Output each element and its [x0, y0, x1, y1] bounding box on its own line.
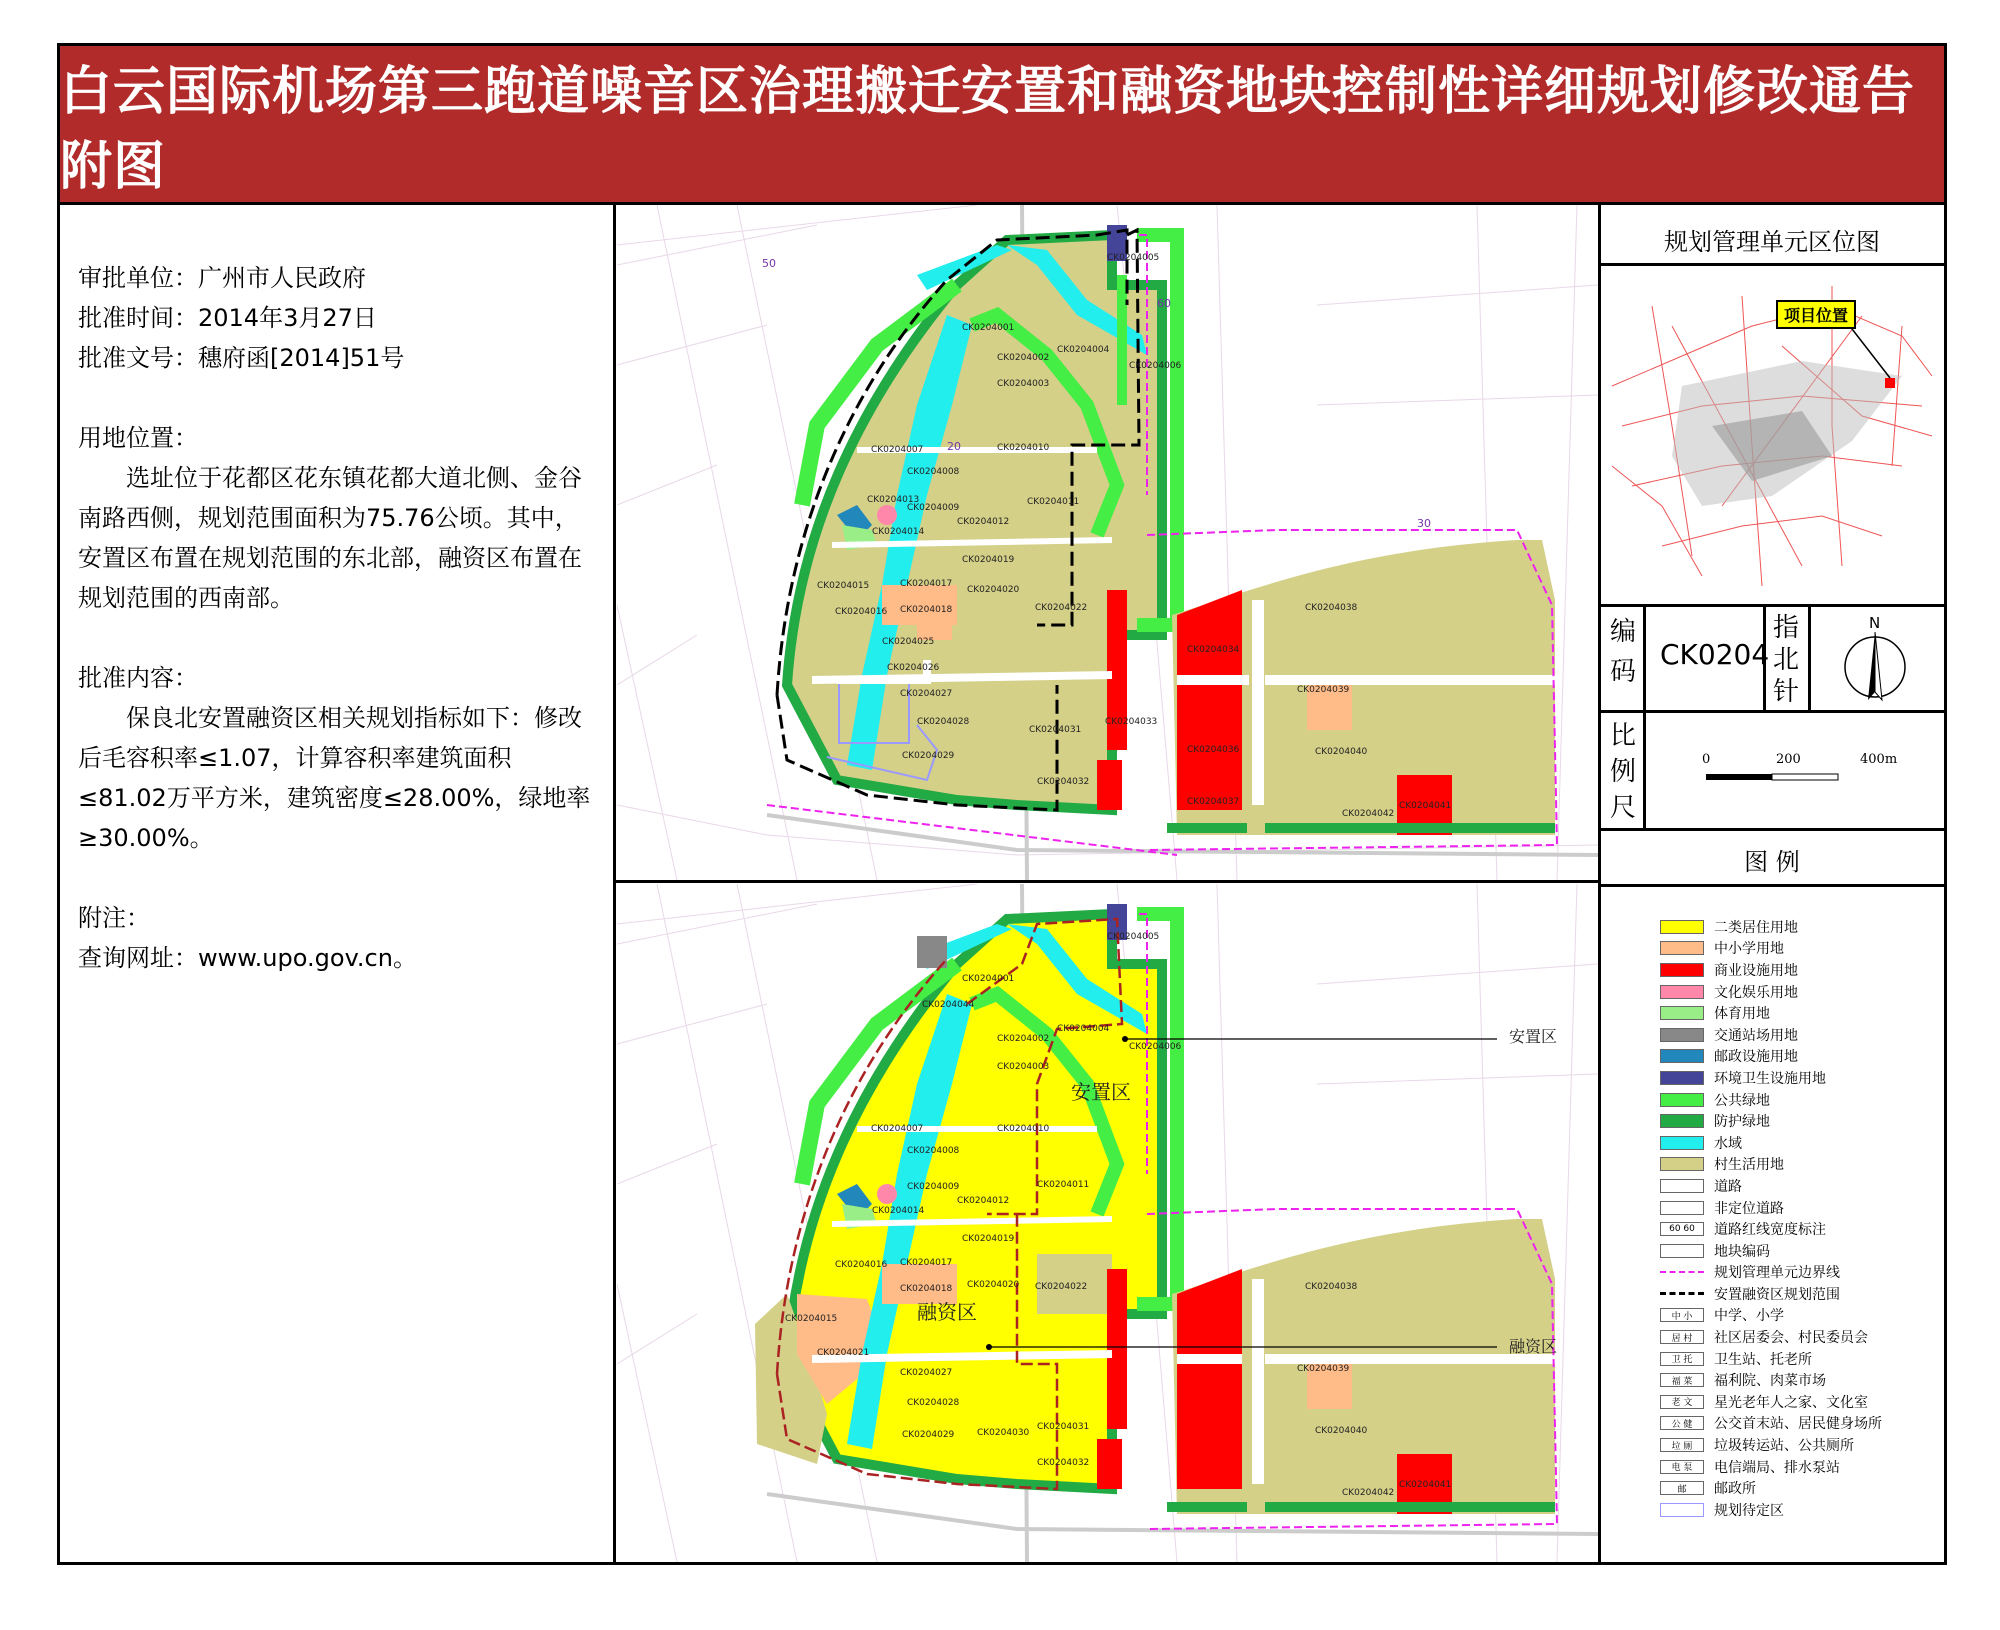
legend-swatch: 公 健: [1660, 1416, 1704, 1430]
legend-label: 规划待定区: [1714, 1502, 1784, 1519]
legend-item: [1660, 1024, 1930, 1046]
approval-time: 批准时间：2014年3月27日: [78, 304, 377, 332]
parcel-label: CK0204016: [835, 1260, 888, 1270]
parcel-label: CK0204015: [817, 581, 870, 591]
legend-label: 中小学用地: [1714, 941, 1784, 958]
parcel-label: CK0204034: [1187, 645, 1240, 655]
legend-label: 卫生站、托老所: [1714, 1351, 1812, 1368]
legend-item: [1660, 1002, 1930, 1024]
parcel-label: CK0204003: [997, 379, 1050, 389]
legend-item: [1660, 1348, 1930, 1370]
legend-swatch: [1660, 941, 1704, 955]
parcel-label: CK0204005: [1107, 253, 1160, 263]
legend-label: 环境卫生设施用地: [1714, 1070, 1826, 1087]
scale-label: 比例尺: [1609, 721, 1636, 823]
parcel-label: CK0204029: [902, 751, 955, 761]
legend-item: [1660, 1499, 1930, 1521]
legend-item: [1660, 1283, 1930, 1305]
page-title: 白云国际机场第三跑道噪音区治理搬迁安置和融资地块控制性详细规划修改通告附图: [60, 62, 1916, 197]
legend-label: 二类居住用地: [1714, 919, 1798, 936]
side-hline-4: [1600, 828, 1944, 831]
zone-label-rongzi: 融资区: [917, 1300, 977, 1324]
legend-swatch: [1660, 1071, 1704, 1085]
legend-item: [1660, 1413, 1930, 1435]
width-label: 60: [1157, 297, 1171, 310]
parcel-label: CK0204037: [1187, 797, 1240, 807]
parcel-label: CK0204022: [1035, 603, 1088, 613]
parcel-label: CK0204007: [871, 1124, 924, 1134]
legend-swatch: [1660, 1006, 1704, 1020]
content-heading: 批准内容：: [78, 664, 198, 692]
divider-maps: [615, 880, 1600, 883]
parcel-label: CK0204012: [957, 1196, 1010, 1206]
legend-swatch: [1660, 1157, 1704, 1171]
legend-title: 图 例: [1744, 848, 1800, 876]
code-label: 编码: [1609, 617, 1636, 687]
legend-item: [1660, 1089, 1930, 1111]
parcel-label: CK0204032: [1037, 1458, 1090, 1468]
parcel-label: CK0204019: [962, 555, 1015, 565]
legend-label: 商业设施用地: [1714, 962, 1798, 979]
legend-swatch: [1660, 1292, 1704, 1295]
project-location-label: 项目位置: [1776, 300, 1856, 329]
width-label: 30: [1417, 517, 1431, 530]
parcel-label: CK0204027: [900, 689, 953, 699]
note-text: 查询网址：www.upo.gov.cn。: [78, 944, 417, 972]
legend-label: 安置融资区规划范围: [1714, 1286, 1840, 1303]
legend-item: [1660, 1305, 1930, 1327]
parcel-label: CK0204019: [962, 1234, 1015, 1244]
parcel-label: CK0204014: [872, 527, 925, 537]
parcel-label: CK0204022: [1035, 1282, 1088, 1292]
parcel-label: CK0204033: [1105, 717, 1158, 727]
legend-swatch: 垃 厕: [1660, 1438, 1704, 1452]
legend-swatch: [1660, 1093, 1704, 1107]
parcel-label: CK0204005: [1107, 932, 1160, 942]
legend-swatch: [1660, 1244, 1704, 1258]
parcel-label: CK0204041: [1399, 801, 1452, 811]
legend-label: 规划管理单元边界线: [1714, 1265, 1840, 1282]
parcel-label: CK0204001: [962, 974, 1015, 984]
legend-swatch: [1660, 1201, 1704, 1215]
parcel-label: CK0204038: [1305, 1282, 1358, 1292]
parcel-label: CK0204012: [957, 517, 1010, 527]
legend-label: 道路红线宽度标注: [1714, 1222, 1826, 1239]
legend-swatch: [1660, 985, 1704, 999]
legend-swatch: [1660, 1049, 1704, 1063]
legend-label: 文化娱乐用地: [1714, 984, 1798, 1001]
legend-label: 公交首末站、居民健身场所: [1714, 1416, 1882, 1433]
parcel-label: CK0204004: [1057, 1024, 1110, 1034]
parcel-label: CK0204018: [900, 1284, 953, 1294]
legend-swatch: 老 文: [1660, 1395, 1704, 1409]
north-letter: N: [1869, 614, 1881, 632]
parcel-label: CK0204010: [997, 443, 1050, 453]
parcel-label: CK0204002: [997, 353, 1050, 363]
scale-tick-200: 200: [1776, 752, 1801, 767]
parcel-label: CK0204040: [1315, 747, 1368, 757]
north-arrow: [1810, 612, 1940, 708]
parcel-label: CK0204032: [1037, 777, 1090, 787]
parcel-label: CK0204008: [907, 467, 960, 477]
legend-swatch: 中 小: [1660, 1308, 1704, 1322]
map-revised-labels: [617, 884, 1598, 1562]
location-map: [1602, 266, 1942, 602]
divider-right: [1598, 202, 1601, 1564]
location-map-title: 规划管理单元区位图: [1664, 228, 1880, 256]
code-value: CK0204: [1660, 638, 1770, 671]
legend-item: [1660, 1046, 1930, 1068]
side-hline-2: [1600, 604, 1944, 607]
approval-doc: 批准文号：穗府函[2014]51号: [78, 344, 405, 372]
north-label: 指北针: [1772, 613, 1799, 707]
legend-swatch: [1660, 1503, 1704, 1517]
legend-label: 公共绿地: [1714, 1092, 1770, 1109]
parcel-label: CK0204016: [835, 607, 888, 617]
location-text: 选址位于花都区花东镇花都大道北侧、金谷南路西侧，规划范围面积为75.76公顷。其中，安置区布置在规划范围的东北部，融资区布置在规划范围的西南部。: [78, 464, 582, 612]
legend-item: [1660, 1240, 1930, 1262]
legend-item: [1660, 1154, 1930, 1176]
parcel-label: CK0204004: [1057, 345, 1110, 355]
parcel-label: CK0204038: [1305, 603, 1358, 613]
legend-swatch: [1660, 963, 1704, 977]
legend-label: 邮政设施用地: [1714, 1049, 1798, 1066]
parcel-label: CK0204041: [1399, 1480, 1452, 1490]
scale-tick-0: 0: [1702, 752, 1711, 767]
note-heading: 附注：: [78, 904, 150, 932]
parcel-label: CK0204018: [900, 605, 953, 615]
legend-label: 体育用地: [1714, 1006, 1770, 1023]
legend-swatch: 福 菜: [1660, 1373, 1704, 1387]
scale-tick-400: 400m: [1860, 752, 1898, 767]
parcel-label: CK0204008: [907, 1146, 960, 1156]
legend-item: [1660, 1197, 1930, 1219]
legend-label: 邮政所: [1714, 1481, 1756, 1498]
legend-swatch: 居 村: [1660, 1330, 1704, 1344]
parcel-label: CK0204031: [1029, 725, 1082, 735]
parcel-label: CK0204036: [1187, 745, 1240, 755]
legend-swatch: 60 60: [1660, 1222, 1704, 1236]
parcel-label: CK0204006: [1129, 361, 1182, 371]
legend-item: [1660, 1262, 1930, 1284]
map-current-labels: [617, 205, 1598, 880]
legend-label: 交通站场用地: [1714, 1027, 1798, 1044]
legend-item: [1660, 916, 1930, 938]
side-hline-3: [1600, 710, 1944, 713]
legend-swatch: [1660, 1179, 1704, 1193]
parcel-label: CK0204044: [922, 1000, 975, 1010]
parcel-label: CK0204025: [882, 637, 935, 647]
legend-item: [1660, 1067, 1930, 1089]
parcel-label: CK0204020: [967, 1280, 1020, 1290]
legend-item: [1660, 938, 1930, 960]
parcel-label: CK0204003: [997, 1062, 1050, 1072]
legend-swatch: [1660, 1114, 1704, 1128]
parcel-label: CK0204021: [817, 1348, 870, 1358]
legend-label: 电信端局、排水泵站: [1714, 1459, 1840, 1476]
width-label: 20: [947, 440, 961, 453]
parcel-label: CK0204006: [1129, 1042, 1182, 1052]
legend-item: [1660, 1110, 1930, 1132]
width-label: 50: [762, 257, 776, 270]
legend-label: 道路: [1714, 1178, 1742, 1195]
legend-swatch: 电 泵: [1660, 1460, 1704, 1474]
parcel-label: CK0204007: [871, 445, 924, 455]
parcel-label: CK0204014: [872, 1206, 925, 1216]
parcel-label: CK0204020: [967, 585, 1020, 595]
legend-swatch: [1660, 1136, 1704, 1150]
legend-label: 村生活用地: [1714, 1157, 1784, 1174]
parcel-label: CK0204011: [1027, 497, 1080, 507]
parcel-label: CK0204011: [1037, 1180, 1090, 1190]
parcel-label: CK0204015: [785, 1314, 838, 1324]
legend-label: 水域: [1714, 1135, 1742, 1152]
legend-swatch: [1660, 920, 1704, 934]
content-text: 保良北安置融资区相关规划指标如下：修改后毛容积率≤1.07，计算容积率建筑面积≤81.02万平方米，建筑密度≤28.00%，绿地率≥30.00%。: [78, 704, 591, 852]
legend-label: 福利院、肉菜市场: [1714, 1373, 1826, 1390]
side-hline-5: [1600, 884, 1944, 887]
parcel-label: CK0204027: [900, 1368, 953, 1378]
parcel-label: CK0204010: [997, 1124, 1050, 1134]
legend-swatch: [1660, 1271, 1704, 1273]
title-bar: [60, 46, 1944, 205]
legend-item: [1660, 981, 1930, 1003]
legend-swatch: 卫 托: [1660, 1352, 1704, 1366]
parcel-label: CK0204017: [900, 579, 953, 589]
legend-label: 垃圾转运站、公共厕所: [1714, 1438, 1854, 1455]
parcel-label: CK0204002: [997, 1034, 1050, 1044]
legend-swatch: 邮: [1660, 1481, 1704, 1495]
legend-label: 地块编码: [1714, 1243, 1770, 1260]
callout-rongzi: 融资区: [1509, 1337, 1558, 1356]
legend-label: 防护绿地: [1714, 1114, 1770, 1131]
parcel-label: CK0204031: [1037, 1422, 1090, 1432]
parcel-label: CK0204001: [962, 323, 1015, 333]
location-heading: 用地位置：: [78, 424, 198, 452]
parcel-label: CK0204009: [907, 503, 960, 513]
legend-item: [1660, 1326, 1930, 1348]
scale-bar: [1650, 748, 1940, 798]
legend-label: 星光老年人之家、文化室: [1714, 1394, 1868, 1411]
legend-label: 中学、小学: [1714, 1308, 1784, 1325]
legend-swatch: [1660, 1028, 1704, 1042]
legend-item: [1660, 1369, 1930, 1391]
legend-item: [1660, 959, 1930, 981]
parcel-label: CK0204009: [907, 1182, 960, 1192]
parcel-label: CK0204026: [887, 663, 940, 673]
parcel-label: CK0204029: [902, 1430, 955, 1440]
legend-item: [1660, 1477, 1930, 1499]
parcel-label: CK0204040: [1315, 1426, 1368, 1436]
legend-label: 非定位道路: [1714, 1200, 1784, 1217]
legend-item: [1660, 1434, 1930, 1456]
parcel-label: CK0204042: [1342, 809, 1395, 819]
info-panel: [78, 258, 598, 978]
project-marker: [1885, 378, 1895, 388]
legend-item: [1660, 1391, 1930, 1413]
parcel-label: CK0204042: [1342, 1488, 1395, 1498]
legend-item: [1660, 1456, 1930, 1478]
approval-unit: 审批单位：广州市人民政府: [78, 264, 366, 292]
divider-left: [613, 202, 616, 1564]
legend: [1660, 916, 1930, 1521]
zone-label-anzhi: 安置区: [1071, 1080, 1131, 1104]
callout-anzhi: 安置区: [1509, 1027, 1558, 1046]
legend-item: [1660, 1175, 1930, 1197]
legend-label: 社区居委会、村民委员会: [1714, 1330, 1868, 1347]
parcel-label: CK0204028: [917, 717, 970, 727]
parcel-label: CK0204030: [977, 1428, 1030, 1438]
parcel-label: CK0204013: [867, 495, 920, 505]
side-vline-1: [1643, 604, 1646, 828]
parcel-label: CK0204039: [1297, 685, 1350, 695]
parcel-label: CK0204028: [907, 1398, 960, 1408]
legend-item: [1660, 1132, 1930, 1154]
parcel-label: CK0204017: [900, 1258, 953, 1268]
legend-item: [1660, 1218, 1930, 1240]
parcel-label: CK0204039: [1297, 1364, 1350, 1374]
